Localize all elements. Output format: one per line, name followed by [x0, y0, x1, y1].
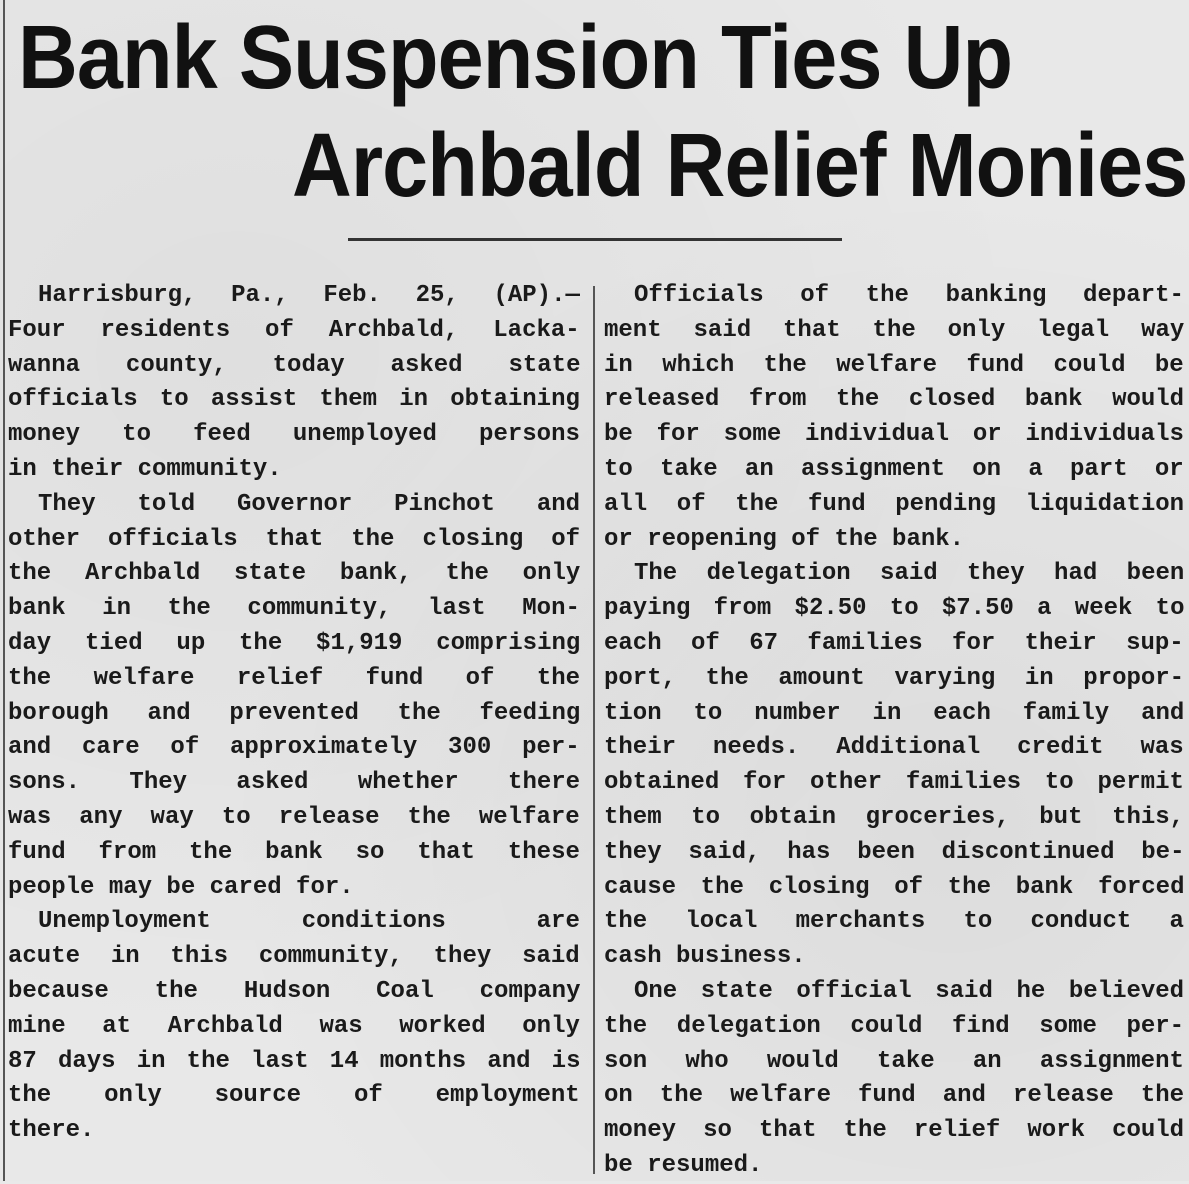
article-line: Unemployment conditions are — [38, 908, 580, 936]
article-line: in their community. — [8, 455, 282, 483]
headline-line-1: Bank Suspension Ties Up — [18, 8, 1013, 108]
article-line: mine at Archbald was worked only — [8, 1012, 580, 1040]
article-line: 87 days in the last 14 months and is — [8, 1047, 581, 1075]
column-divider — [593, 286, 595, 1174]
left-border-rule — [3, 0, 5, 1181]
article-line: there. — [8, 1117, 95, 1145]
article-line: port, the amount varying in propor- — [604, 664, 1185, 692]
article-line: money so that the relief work could — [604, 1117, 1185, 1145]
article-line: bank in the community, last Mon- — [8, 595, 580, 623]
article-line: the delegation could find some per- — [604, 1012, 1185, 1040]
article-line: be for some individual or individuals — [604, 421, 1184, 449]
article-line: released from the closed bank would — [604, 386, 1185, 414]
article-line: other officials that the closing of — [8, 525, 581, 553]
article-line: on the welfare fund and release the — [604, 1082, 1185, 1110]
article-line: The delegation said they had been — [634, 560, 1185, 588]
headline-divider — [348, 238, 842, 241]
article-line: day tied up the $1,919 comprising — [8, 629, 581, 657]
article-line: because the Hudson Coal company — [8, 977, 581, 1005]
article-line: Officials of the banking depart- — [634, 282, 1184, 309]
article-column-right — [604, 279, 1184, 1184]
article-line: ment said that the only legal way — [604, 316, 1185, 344]
article-line: sons. They asked whether there — [8, 769, 581, 797]
article-line: the Archbald state bank, the only — [8, 560, 581, 588]
article-line: to take an assignment on a part or — [604, 455, 1184, 483]
article-line: or reopening of the bank. — [604, 525, 965, 553]
article-line: fund from the bank so that these — [8, 838, 580, 866]
article-line: and care of approximately 300 per- — [8, 734, 580, 762]
article-line: people may be cared for. — [8, 873, 354, 901]
article-line: was any way to release the welfare — [8, 803, 580, 831]
article-line: each of 67 families for their sup- — [604, 629, 1184, 657]
article-line: the only source of employment — [8, 1082, 580, 1110]
article-line: acute in this community, they said — [8, 943, 580, 971]
article-line: officials to assist them in obtaining — [8, 386, 580, 414]
article-line: the welfare relief fund of the — [8, 664, 581, 692]
article-column-left — [8, 279, 580, 1149]
article-line: money to feed unemployed persons — [8, 421, 580, 449]
article-line: They told Governor Pinchot and — [38, 490, 581, 518]
article-line: cause the closing of the bank forced — [604, 873, 1185, 901]
article-line: the local merchants to conduct a — [604, 908, 1184, 936]
article-line: cash business. — [604, 943, 806, 971]
article-line: Harrisburg, Pa., Feb. 25, (AP).— — [38, 282, 580, 309]
article-line: their needs. Additional credit was — [604, 734, 1184, 762]
article-line: son who would take an assignment — [604, 1047, 1184, 1075]
article-line: paying from $2.50 to $7.50 a week to — [604, 595, 1185, 623]
article-line: tion to number in each family and — [604, 699, 1185, 727]
headline-line-2: Archbald Relief Monies — [292, 116, 1188, 216]
article-line: Four residents of Archbald, Lacka- — [8, 316, 580, 344]
article-line: wanna county, today asked state — [8, 351, 581, 379]
article-line: be resumed. — [604, 1151, 763, 1179]
article-line: they said, has been discontinued be- — [604, 838, 1185, 866]
article-line: One state official said he believed — [634, 977, 1185, 1005]
article-line: borough and prevented the feeding — [8, 699, 581, 727]
article-line: obtained for other families to permit — [604, 769, 1184, 797]
article-line: all of the fund pending liquidation — [604, 490, 1185, 518]
article-line: in which the welfare fund could be — [604, 351, 1184, 379]
article-line: them to obtain groceries, but this, — [604, 803, 1185, 831]
